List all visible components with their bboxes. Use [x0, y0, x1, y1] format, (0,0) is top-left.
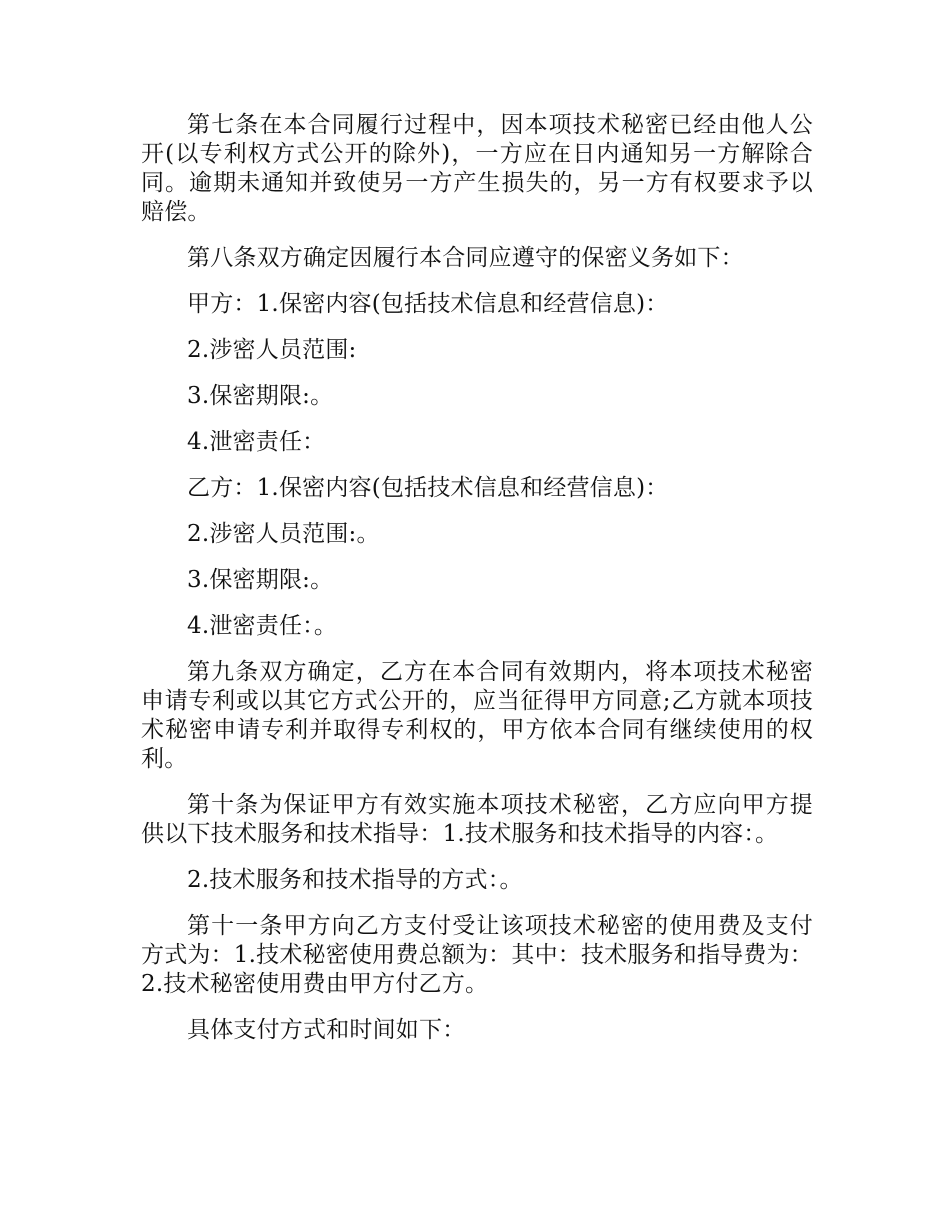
- paragraph-party-a-liability: 4.泄密责任：: [187, 429, 326, 455]
- paragraph-article-8: 第八条双方确定因履行本合同应遵守的保密义务如下：: [187, 245, 744, 271]
- paragraph-party-a-personnel: 2.涉密人员范围:: [187, 337, 357, 363]
- paragraph-party-a-period: 3.保密期限:。: [187, 383, 334, 409]
- paragraph-party-a-content: 甲方：1.保密内容(包括技术信息和经营信息)：: [187, 291, 669, 317]
- paragraph-article-7: 第七条在本合同履行过程中，因本项技术秘密已经由他人公开(以专利权方式公开的除外)，一方应在日内通知另一方解除合同。逾期未通知并致使另一方产生损失的，另一方有权要求予以赔偿。: [141, 112, 813, 225]
- paragraph-party-b-liability: 4.泄密责任：。: [187, 613, 338, 639]
- paragraph-service-method: 2.技术服务和技术指导的方式：。: [187, 867, 523, 893]
- paragraph-party-b-period: 3.保密期限:。: [187, 567, 334, 593]
- paragraph-payment-details: 具体支付方式和时间如下：: [187, 1017, 466, 1043]
- paragraph-party-b-content: 乙方：1.保密内容(包括技术信息和经营信息)：: [187, 475, 669, 501]
- document-body: [141, 111, 813, 1062]
- paragraph-article-11: 第十一条甲方向乙方支付受让该项技术秘密的使用费及支付方式为：1.技术秘密使用费总额为：其中：技术服务和指导费为：2.技术秘密使用费由甲方付乙方。: [141, 913, 813, 997]
- paragraph-article-9: 第九条双方确定，乙方在本合同有效期内，将本项技术秘密申请专利或以其它方式公开的，应当征得甲方同意;乙方就本项技术秘密申请专利并取得专利权的，甲方依本合同有继续使用的权利。: [141, 659, 813, 772]
- paragraph-article-10: 第十条为保证甲方有效实施本项技术秘密，乙方应向甲方提供以下技术服务和技术指导：1.技术服务和技术指导的内容：。: [141, 792, 813, 847]
- paragraph-party-b-personnel: 2.涉密人员范围:。: [187, 521, 380, 547]
